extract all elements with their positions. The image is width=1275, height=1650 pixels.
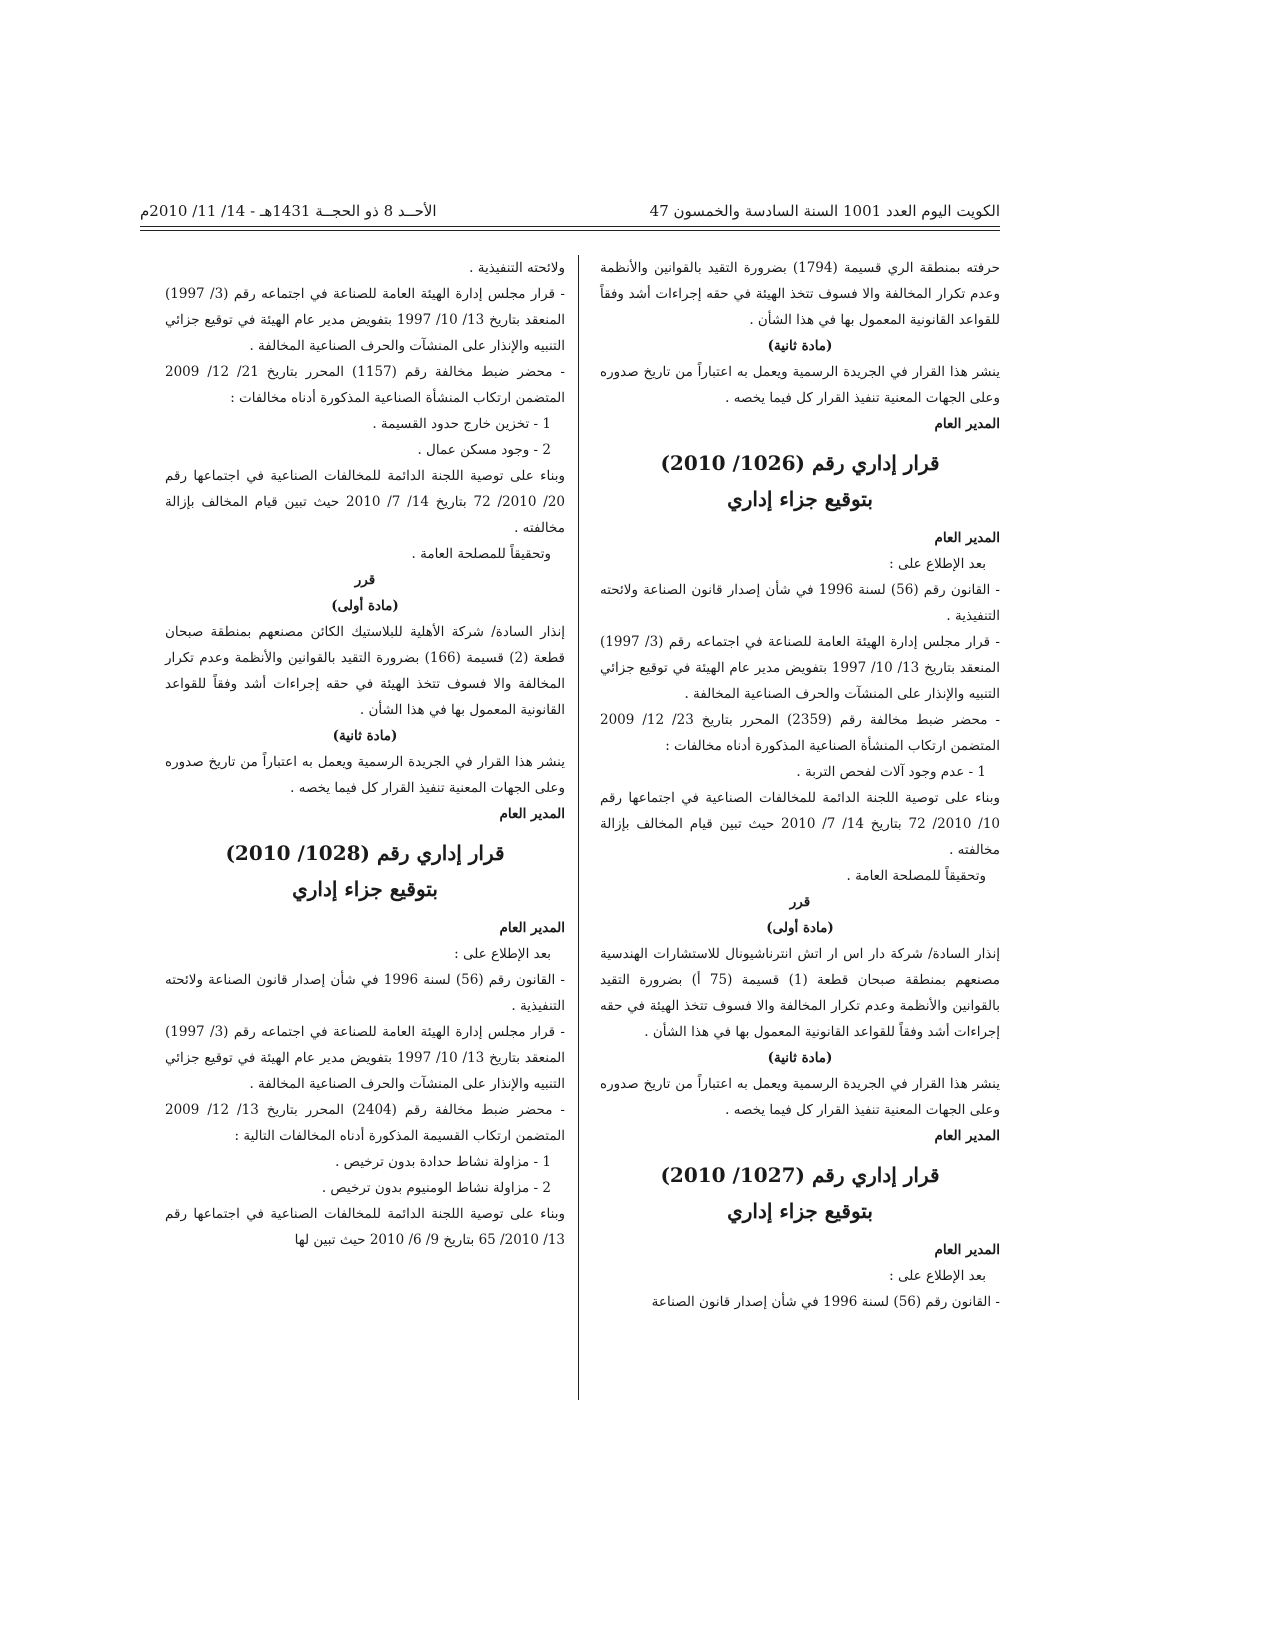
column-divider	[578, 255, 579, 1400]
decision-title: قرار إداري رقم (1027/ 2010)	[660, 1163, 940, 1187]
paragraph: ولائحته التنفيذية .	[469, 260, 565, 276]
paragraph: إنذار السادة/ شركة الأهلية للبلاستيك الكائن مصنعهم بمنطقة صبحان قطعة (2) قسيمة (166) بضرورة التقيد بالقوانين والأنظمة وعدم تكرار المخالفة والا فسوف تتخذ الهيئة في حقه إجراءات أشد وفقاً للقواعد القانونية المعمول بها في هذا الشأن .	[165, 624, 566, 718]
signature-line: المدير العام	[934, 1128, 1000, 1144]
paragraph: - محضر ضبط مخالفة رقم (1157) المحرر بتاريخ 21/ 12/ 2009 المتضمن ارتكاب المنشأة الصناعية المذكورة أدناه مخالفات :	[165, 364, 565, 406]
paragraph: وبناء على توصية اللجنة الدائمة للمخالفات الصناعية في اجتماعها رقم 10/ 2010/ 72 بتاريخ 14/ 7/ 2010 حيث تبين قيام المخالف بإزالة مخالفته .	[600, 790, 1000, 858]
section-heading: (مادة أولى)	[766, 920, 834, 936]
paragraph: - قرار مجلس إدارة الهيئة العامة للصناعة في اجتماعه رقم (3/ 1997) المنعقد بتاريخ 13/ 10/ 1997 بتفويض مدير عام الهيئة في توقيع جزائي التنبيه والإنذار على المنشآت والحرف الصناعية المخالفة .	[600, 634, 1000, 702]
section-heading: قرر	[354, 572, 376, 588]
paragraph: - محضر ضبط مخالفة رقم (2404) المحرر بتاريخ 13/ 12/ 2009 المتضمن ارتكاب القسيمة المذكورة أدناه المخالفات التالية :	[165, 1102, 565, 1144]
signature-line: المدير العام	[499, 920, 565, 936]
page-header	[140, 190, 1000, 220]
indented-line: 2 - وجود مسكن عمال .	[417, 442, 551, 458]
paragraph: - محضر ضبط مخالفة رقم (2359) المحرر بتاريخ 23/ 12/ 2009 المتضمن ارتكاب المنشأة الصناعية المذكورة أدناه مخالفات :	[600, 712, 1000, 754]
paragraph: ينشر هذا القرار في الجريدة الرسمية ويعمل به اعتباراً من تاريخ صدوره وعلى الجهات المعنية تنفيذ القرار كل فيما يخصه .	[600, 364, 1000, 406]
header-rule	[140, 226, 1000, 227]
section-heading: (مادة ثانية)	[767, 1050, 833, 1066]
decision-subtitle: بتوقيع جزاء إداري	[292, 877, 438, 901]
paragraph: - القانون رقم (56) لسنة 1996 في شأن إصدار قانون الصناعة ولائحته التنفيذية .	[165, 972, 565, 1014]
header-rule-thin	[140, 230, 1000, 231]
indented-line: وتحقيقاً للمصلحة العامة .	[411, 546, 551, 562]
paragraph: - قرار مجلس إدارة الهيئة العامة للصناعة في اجتماعه رقم (3/ 1997) المنعقد بتاريخ 13/ 10/ 1997 بتفويض مدير عام الهيئة في توقيع جزائي التنبيه والإنذار على المنشآت والحرف الصناعية المخالفة .	[165, 286, 565, 354]
signature-line: المدير العام	[934, 416, 1000, 432]
signature-line: المدير العام	[934, 1242, 1000, 1258]
indented-line: 2 - مزاولة نشاط الومنيوم بدون ترخيص .	[321, 1180, 551, 1196]
paragraph: حرفته بمنطقة الري قسيمة (1794) بضرورة التقيد بالقوانين والأنظمة وعدم تكرار المخالفة والا فسوف تتخذ الهيئة في حقه إجراءات أشد وفقاً للقواعد القانونية المعمول بها في هذا الشأن .	[600, 260, 1000, 328]
paragraph: - القانون رقم (56) لسنة 1996 في شأن إصدار قانون الصناعة ولائحته التنفيذية .	[600, 582, 1000, 624]
indented-line: بعد الإطلاع على :	[454, 946, 551, 962]
section-heading: (مادة ثانية)	[767, 338, 833, 354]
signature-line: المدير العام	[934, 530, 1000, 546]
right-column	[600, 255, 1000, 1315]
signature-line: المدير العام	[499, 806, 565, 822]
indented-line: 1 - عدم وجود آلات لفحص التربة .	[796, 764, 986, 780]
decision-subtitle: بتوقيع جزاء إداري	[727, 1199, 873, 1223]
decision-title: قرار إداري رقم (1028/ 2010)	[225, 841, 505, 865]
header-date: الأحــد 8 ذو الحجــة 1431هـ - 14/ 11/ 2010م	[140, 202, 437, 220]
paragraph: وبناء على توصية اللجنة الدائمة للمخالفات الصناعية في اجتماعها رقم 13/ 2010/ 65 بتاريخ 9/ 6/ 2010 حيث تبين لها	[165, 1206, 565, 1248]
indented-line: بعد الإطلاع على :	[889, 1268, 986, 1284]
section-heading: (مادة أولى)	[331, 598, 399, 614]
left-column	[165, 255, 565, 1253]
paragraph: ينشر هذا القرار في الجريدة الرسمية ويعمل به اعتباراً من تاريخ صدوره وعلى الجهات المعنية تنفيذ القرار كل فيما يخصه .	[165, 754, 565, 796]
decision-title: قرار إداري رقم (1026/ 2010)	[660, 451, 940, 475]
decision-subtitle: بتوقيع جزاء إداري	[727, 487, 873, 511]
paragraph: وبناء على توصية اللجنة الدائمة للمخالفات الصناعية في اجتماعها رقم 20/ 2010/ 72 بتاريخ 14/ 7/ 2010 حيث تبين قيام المخالف بإزالة مخالفته .	[165, 468, 565, 536]
paragraph: - القانون رقم (56) لسنة 1996 في شأن إصدار قانون الصناعة	[651, 1294, 1000, 1310]
section-heading: (مادة ثانية)	[332, 728, 398, 744]
paragraph: ينشر هذا القرار في الجريدة الرسمية ويعمل به اعتباراً من تاريخ صدوره وعلى الجهات المعنية تنفيذ القرار كل فيما يخصه .	[600, 1076, 1000, 1118]
indented-line: 1 - مزاولة نشاط حدادة بدون ترخيص .	[335, 1154, 551, 1170]
section-heading: قرر	[789, 894, 811, 910]
indented-line: وتحقيقاً للمصلحة العامة .	[846, 868, 986, 884]
header-publication-info: الكويت اليوم العدد 1001 السنة السادسة والخمسون 47	[649, 202, 1000, 220]
indented-line: بعد الإطلاع على :	[889, 556, 986, 572]
paragraph: إنذار السادة/ شركة دار اس ار اتش انترناشيونال للاستشارات الهندسية مصنعهم بمنطقة صبحان قطعة (1) قسيمة (75 أ) بضرورة التقيد بالقوانين والأنظمة وعدم تكرار المخالفة والا فسوف تتخذ الهيئة في حقه إجراءات أشد وفقاً للقواعد القانونية المعمول بها في هذا الشأن .	[600, 946, 1000, 1040]
indented-line: 1 - تخزين خارج حدود القسيمة .	[372, 416, 551, 432]
paragraph: - قرار مجلس إدارة الهيئة العامة للصناعة في اجتماعه رقم (3/ 1997) المنعقد بتاريخ 13/ 10/ 1997 بتفويض مدير عام الهيئة في توقيع جزائي التنبيه والإنذار على المنشآت والحرف الصناعية المخالفة .	[165, 1024, 565, 1092]
